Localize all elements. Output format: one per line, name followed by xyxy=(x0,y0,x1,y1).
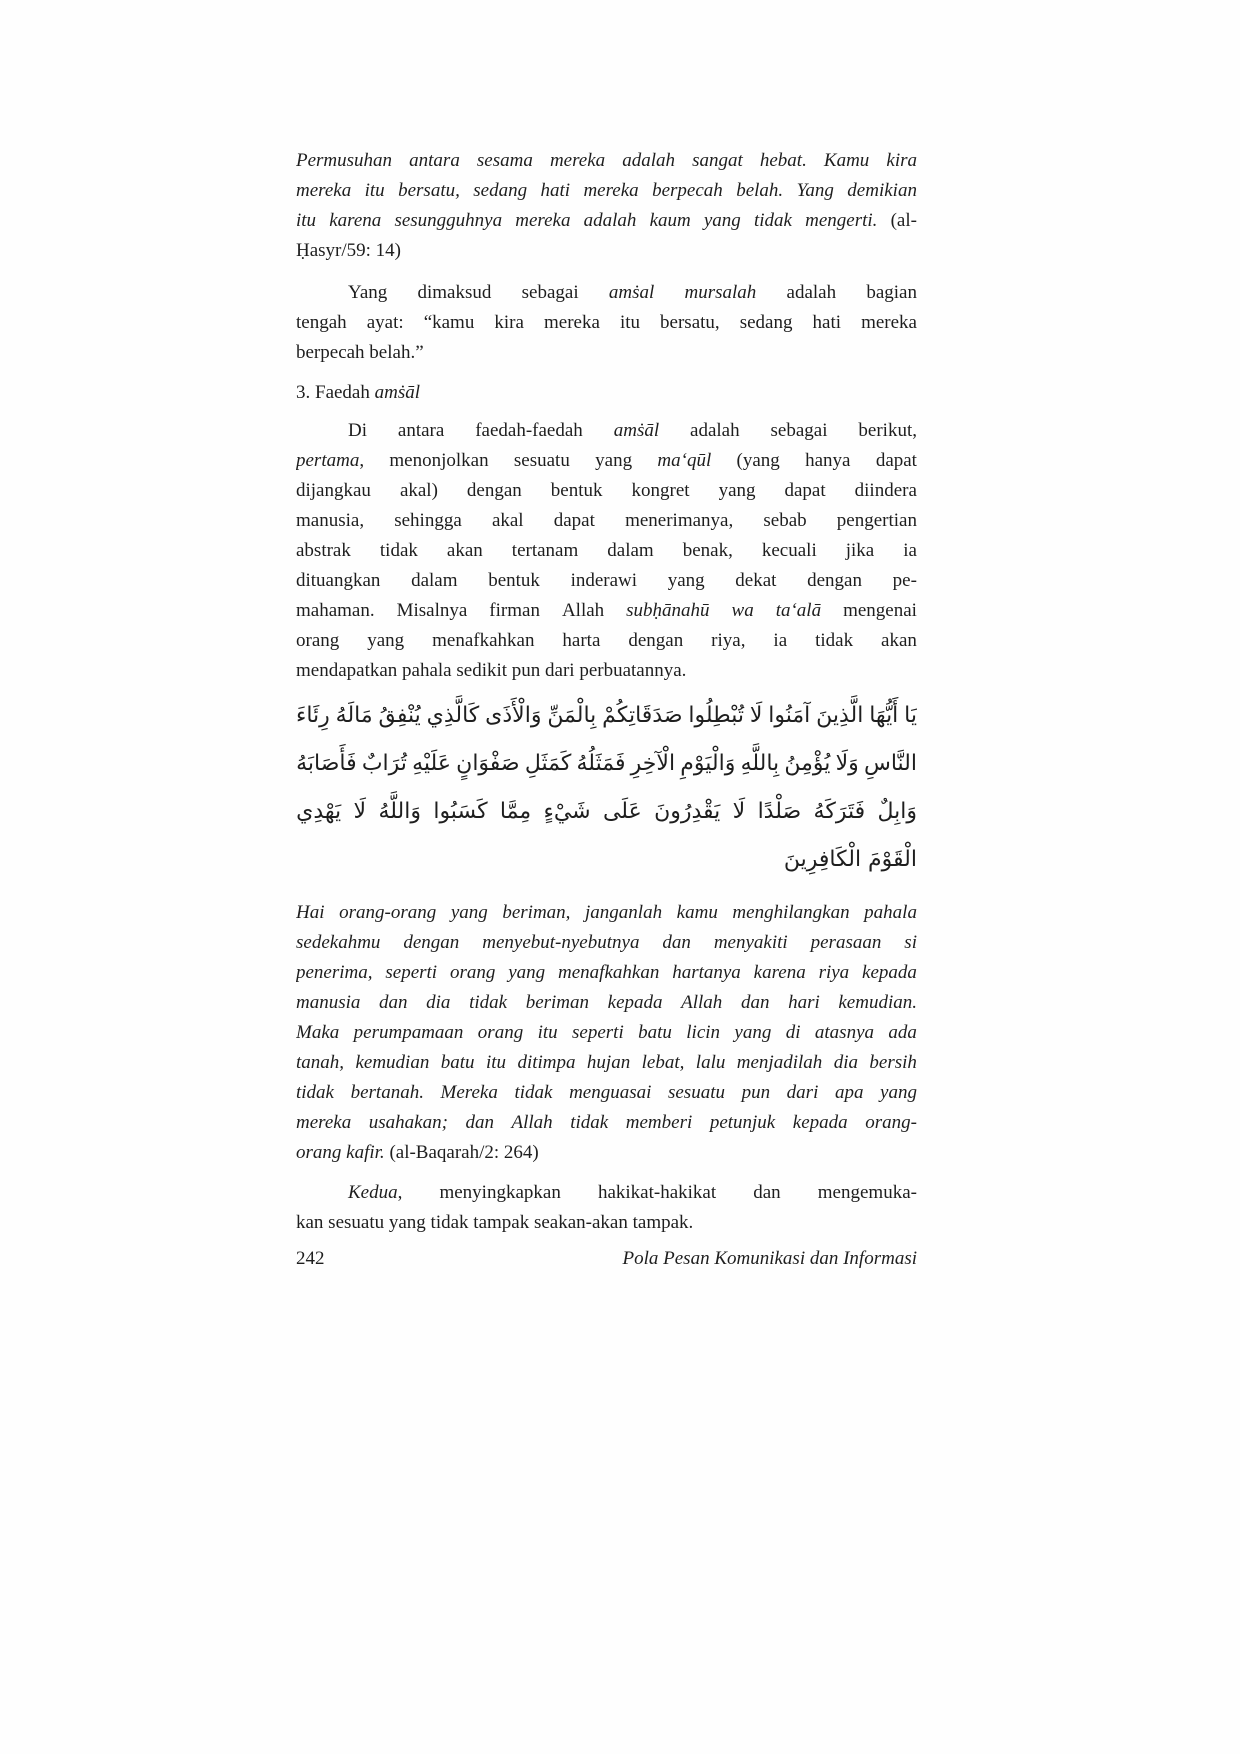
word: أَيُّهَا xyxy=(869,703,899,728)
text-line xyxy=(296,692,917,740)
word: لَا xyxy=(749,703,763,728)
word: يَا xyxy=(904,703,917,728)
word: Kamu xyxy=(823,150,870,171)
word: mereka xyxy=(543,312,600,333)
word: dari xyxy=(786,1082,819,1103)
text-line xyxy=(296,308,917,338)
word: beriman xyxy=(525,992,590,1013)
text-line xyxy=(296,416,917,446)
word: sesungguhnya xyxy=(394,210,503,231)
word: hati xyxy=(812,312,842,333)
word: yang xyxy=(718,480,756,501)
word: كَسَبُوا xyxy=(433,799,488,824)
quote-translation-al-baqarah-264 xyxy=(296,898,917,1168)
word: kepada xyxy=(607,992,663,1013)
word: manusia xyxy=(296,992,361,1013)
word: tidak xyxy=(753,210,792,231)
word: kemudian. xyxy=(838,992,917,1013)
text-line xyxy=(296,446,917,476)
word: مَالَهُ xyxy=(335,703,373,728)
word: يُنْفِقُ xyxy=(378,703,421,728)
word: riya, xyxy=(711,630,746,651)
word: ditimpa xyxy=(517,1052,576,1073)
word: ada xyxy=(888,1022,917,1043)
word: ta‘alā xyxy=(775,600,822,621)
word: Hai xyxy=(296,902,325,923)
para-faedah-pertama xyxy=(296,416,917,686)
word: tidak xyxy=(514,1082,553,1103)
word: (al- xyxy=(890,210,917,231)
word: bersatu, xyxy=(660,312,720,333)
word: Di xyxy=(348,420,367,441)
word: yang xyxy=(703,210,741,231)
word: tanah, xyxy=(296,1052,345,1073)
text-line xyxy=(296,338,917,368)
word: ia xyxy=(773,630,788,651)
word: (yang xyxy=(736,450,780,471)
word: antara xyxy=(397,420,445,441)
word: karena xyxy=(753,962,806,983)
word: dan xyxy=(465,1112,494,1133)
word: وَلَا xyxy=(835,751,859,776)
word: sebagai xyxy=(521,282,579,303)
word: pe- xyxy=(892,570,917,591)
word: yang xyxy=(880,1082,917,1103)
quran-verse-al-baqarah-264 xyxy=(296,692,917,884)
word: صَدَقَاتِكُمْ xyxy=(602,703,683,728)
word: usahakan; xyxy=(368,1112,448,1133)
word: sebagai xyxy=(770,420,828,441)
word: بِالْمَنِّ xyxy=(547,703,597,728)
word: kira xyxy=(494,312,524,333)
word: yang xyxy=(367,630,405,651)
word: الْآخِرِ xyxy=(630,751,676,776)
para-faedah-kedua xyxy=(296,1178,917,1238)
word: tengah xyxy=(296,312,347,333)
word: itu xyxy=(485,1052,507,1073)
word: sehingga xyxy=(394,510,462,531)
word: لَا xyxy=(353,799,367,824)
word: apa xyxy=(834,1082,864,1103)
word: riya xyxy=(818,962,850,983)
word: kemudian xyxy=(355,1052,430,1073)
word: يَقْدِرُونَ xyxy=(654,799,721,824)
page-number: 242 xyxy=(296,1248,325,1269)
word: dapat xyxy=(784,480,826,501)
word: antara xyxy=(409,150,460,171)
text-line xyxy=(296,506,917,536)
word: adalah xyxy=(786,282,837,303)
word: كَمَثَلِ xyxy=(524,751,572,776)
word: bersatu, xyxy=(398,180,460,201)
word: inderawi xyxy=(570,570,638,591)
word: mereka xyxy=(296,1112,352,1133)
word: beriman, xyxy=(502,902,571,923)
word: sangat xyxy=(692,150,743,171)
word: صَلْدًا xyxy=(757,799,802,824)
text-line xyxy=(296,1018,917,1048)
word: dituangkan xyxy=(296,570,381,591)
word: وَابِلٌ xyxy=(877,799,917,824)
word: hebat. xyxy=(759,150,807,171)
word: menyebut-nyebutnya xyxy=(482,932,640,953)
word: orang xyxy=(477,1022,524,1043)
text-run: mendapatkan pahala sedikit pun dari perbuatannya. xyxy=(296,660,687,681)
word: wa xyxy=(731,600,754,621)
word: شَيْءٍ xyxy=(543,799,591,824)
word: adalah xyxy=(690,420,740,441)
word: mereka xyxy=(296,180,352,201)
word: si xyxy=(904,932,917,953)
word: bertanah. xyxy=(350,1082,424,1103)
word: pahala xyxy=(864,902,917,923)
word: orang- xyxy=(865,1112,917,1133)
word: firman xyxy=(489,600,540,621)
word: mereka xyxy=(549,150,606,171)
word: orang xyxy=(449,962,496,983)
word: seperti xyxy=(572,1022,624,1043)
word: menafkahkan xyxy=(558,962,660,983)
word: dekat xyxy=(735,570,777,591)
word: لَا xyxy=(732,799,746,824)
text-line xyxy=(296,536,917,566)
word: فَمَثَلُهُ xyxy=(576,751,626,776)
word: آمَنُوا xyxy=(768,703,811,728)
word: Maka xyxy=(296,1022,340,1043)
text-line xyxy=(296,278,917,308)
word: adalah xyxy=(583,210,637,231)
word: ma‘qūl xyxy=(657,450,712,471)
word: يُؤْمِنُ xyxy=(784,751,831,776)
word: dengan xyxy=(628,630,684,651)
heading-faedah-amsal xyxy=(296,378,917,408)
word: karena xyxy=(329,210,382,231)
word: adalah xyxy=(622,150,676,171)
word: tidak xyxy=(570,1112,609,1133)
word: hakikat-hakikat xyxy=(597,1182,717,1203)
word: تُرَابٌ xyxy=(361,751,407,776)
word: hari xyxy=(788,992,820,1013)
word: itu xyxy=(296,210,317,231)
word: bentuk xyxy=(488,570,540,591)
text-line xyxy=(296,898,917,928)
word: dimaksud xyxy=(417,282,492,303)
word: dalam xyxy=(607,540,654,561)
word: seperti xyxy=(385,962,438,983)
word: dijangkau xyxy=(296,480,371,501)
word: sedekahmu xyxy=(296,932,381,953)
text-line xyxy=(296,1108,917,1138)
word: licin xyxy=(686,1022,721,1043)
text-run: berpecah belah.” xyxy=(296,342,424,363)
word: kamu xyxy=(676,902,718,923)
word: mursalah xyxy=(684,282,757,303)
word: subḥānahū xyxy=(626,600,710,621)
word: kaum xyxy=(649,210,691,231)
word: Kedua, xyxy=(348,1182,403,1203)
word: يَهْدِي xyxy=(296,799,342,824)
word: وَالْيَوْمِ xyxy=(680,751,736,776)
word: akal) xyxy=(399,480,438,501)
word: perumpamaan xyxy=(353,1022,464,1043)
word: Yang xyxy=(796,180,834,201)
word: فَأَصَابَهُ xyxy=(296,751,357,776)
text-line xyxy=(296,596,917,626)
word: Permusuhan xyxy=(296,150,393,171)
text-line xyxy=(296,206,917,236)
text-line xyxy=(296,236,917,266)
text-line xyxy=(296,788,917,836)
word: itu xyxy=(537,1022,558,1043)
word: Misalnya xyxy=(396,600,468,621)
word: dengan xyxy=(403,932,460,953)
text-run: الْقَوْمَ الْكَافِرِينَ xyxy=(783,847,917,872)
word: tidak xyxy=(379,540,418,561)
text-line xyxy=(296,1078,917,1108)
word: itu xyxy=(364,180,385,201)
word: dan xyxy=(753,1182,781,1203)
text-line xyxy=(296,988,917,1018)
word: akan xyxy=(446,540,483,561)
word: perasaan xyxy=(810,932,882,953)
word: menjadilah xyxy=(736,1052,823,1073)
word: sesama xyxy=(476,150,533,171)
text-line xyxy=(296,1138,917,1168)
text-run: amṡāl xyxy=(374,382,421,403)
word: مِمَّا xyxy=(499,799,532,824)
word: tertanam xyxy=(511,540,579,561)
word: sesuatu xyxy=(513,450,570,471)
word: itu xyxy=(619,312,640,333)
word: bentuk xyxy=(550,480,603,501)
word: berikut, xyxy=(858,420,917,441)
word: “kamu xyxy=(423,312,475,333)
document-body xyxy=(296,146,917,1238)
word: بِاللَّهِ xyxy=(740,751,780,776)
word: kongret xyxy=(631,480,690,501)
text-run: (al-Baqarah/2: 264) xyxy=(389,1142,539,1163)
word: tidak xyxy=(815,630,854,651)
word: pertama, xyxy=(296,450,365,471)
word: dengan xyxy=(466,480,522,501)
text-line xyxy=(296,626,917,656)
word: dan xyxy=(662,932,691,953)
text-line xyxy=(296,1208,917,1238)
word: sesuatu xyxy=(667,1082,725,1103)
word: mengemuka- xyxy=(817,1182,917,1203)
word: di xyxy=(785,1022,801,1043)
text-run: kan sesuatu yang tidak tampak seakan-akan tampak. xyxy=(296,1212,694,1233)
word: وَالْأَذَى xyxy=(485,703,542,728)
word: menyakiti xyxy=(713,932,788,953)
word: sebab xyxy=(763,510,807,531)
word: menerimanya, xyxy=(625,510,734,531)
text-run: orang kafir. xyxy=(296,1142,390,1163)
text-line xyxy=(296,476,917,506)
text-line xyxy=(296,928,917,958)
word: sedang xyxy=(473,180,528,201)
word: abstrak xyxy=(296,540,351,561)
word: demikian xyxy=(847,180,917,201)
word: harta xyxy=(562,630,601,651)
word: dan xyxy=(740,992,770,1013)
word: menguasai xyxy=(569,1082,652,1103)
word: tidak xyxy=(469,992,508,1013)
word: Allah xyxy=(511,1112,553,1133)
word: فَتَرَكَهُ xyxy=(813,799,866,824)
word: kepada xyxy=(862,962,917,983)
word: kecuali xyxy=(761,540,817,561)
word: belah. xyxy=(736,180,784,201)
word: akal xyxy=(491,510,524,531)
word: hujan xyxy=(586,1052,631,1073)
word: pun xyxy=(741,1082,771,1103)
word: bagian xyxy=(866,282,917,303)
word: عَلَى xyxy=(602,799,642,824)
word: batu xyxy=(638,1022,672,1043)
word: mengerti. xyxy=(805,210,878,231)
word: Allah xyxy=(681,992,723,1013)
word: yang xyxy=(450,902,488,923)
text-line xyxy=(296,566,917,596)
running-title: Pola Pesan Komunikasi dan Informasi xyxy=(622,1248,917,1269)
text-line xyxy=(296,1178,917,1208)
word: mengenai xyxy=(843,600,917,621)
word: janganlah xyxy=(585,902,663,923)
word: hartanya xyxy=(672,962,741,983)
word: hanya xyxy=(805,450,851,471)
word: yang xyxy=(508,962,546,983)
text-line xyxy=(296,740,917,788)
word: berpecah xyxy=(652,180,723,201)
word: mahaman. xyxy=(296,600,375,621)
word: orang xyxy=(296,630,340,651)
word: penerima, xyxy=(296,962,373,983)
word: amṡal xyxy=(608,282,655,303)
text-line xyxy=(296,656,917,686)
word: mereka xyxy=(861,312,917,333)
word: faedah-faedah xyxy=(475,420,583,441)
word: menonjolkan xyxy=(389,450,489,471)
word: batu xyxy=(440,1052,475,1073)
word: dia xyxy=(833,1052,858,1073)
word: dapat xyxy=(875,450,917,471)
text-line xyxy=(296,146,917,176)
word: kepada xyxy=(792,1112,848,1133)
word: dapat xyxy=(553,510,595,531)
word: ayat: xyxy=(366,312,404,333)
word: tidak xyxy=(296,1082,334,1103)
word: صَفْوَانٍ xyxy=(456,751,520,776)
text-line xyxy=(296,958,917,988)
text-line xyxy=(296,836,917,884)
word: orang-orang xyxy=(339,902,437,923)
word: yang xyxy=(595,450,633,471)
page-footer xyxy=(296,1248,917,1270)
word: Mereka xyxy=(440,1082,498,1103)
para-amsal-mursalah xyxy=(296,278,917,368)
word: lalu xyxy=(695,1052,726,1073)
word: manusia, xyxy=(296,510,365,531)
word: النَّاسِ xyxy=(863,751,917,776)
word: yang xyxy=(667,570,705,591)
word: sedang xyxy=(739,312,793,333)
word: ia xyxy=(903,540,917,561)
word: كَالَّذِي xyxy=(426,703,480,728)
text-line xyxy=(296,176,917,206)
word: yang xyxy=(734,1022,772,1043)
word: dengan xyxy=(807,570,862,591)
word: amṡāl xyxy=(613,420,660,441)
text-line xyxy=(296,378,917,408)
word: mereka xyxy=(515,210,571,231)
word: kira xyxy=(886,150,917,171)
word: bersih xyxy=(869,1052,917,1073)
word: memberi xyxy=(625,1112,693,1133)
word: Allah xyxy=(561,600,605,621)
word: jika xyxy=(845,540,875,561)
word: dan xyxy=(379,992,408,1013)
word: akan xyxy=(881,630,917,651)
word: lebat, xyxy=(641,1052,685,1073)
word: benak, xyxy=(682,540,733,561)
word: menghilangkan xyxy=(732,902,850,923)
word: رِئَاءَ xyxy=(296,703,330,728)
word: Yang xyxy=(348,282,388,303)
word: dia xyxy=(426,992,451,1013)
text-line xyxy=(296,1048,917,1078)
word: عَلَيْهِ xyxy=(412,751,451,776)
quote-translation-al-hasyr xyxy=(296,146,917,266)
word: pengertian xyxy=(836,510,917,531)
word: hati xyxy=(540,180,571,201)
word: وَاللَّهُ xyxy=(378,799,421,824)
text-run: Ḥasyr/59: 14) xyxy=(296,240,402,261)
word: menafkahkan xyxy=(432,630,535,651)
word: atasnya xyxy=(814,1022,874,1043)
word: mereka xyxy=(583,180,639,201)
word: dalam xyxy=(411,570,458,591)
word: petunjuk xyxy=(709,1112,776,1133)
word: تُبْطِلُوا xyxy=(688,703,744,728)
word: diindera xyxy=(854,480,917,501)
word: menyingkapkan xyxy=(439,1182,561,1203)
word: الَّذِينَ xyxy=(816,703,864,728)
text-run: 3. Faedah xyxy=(296,382,375,403)
